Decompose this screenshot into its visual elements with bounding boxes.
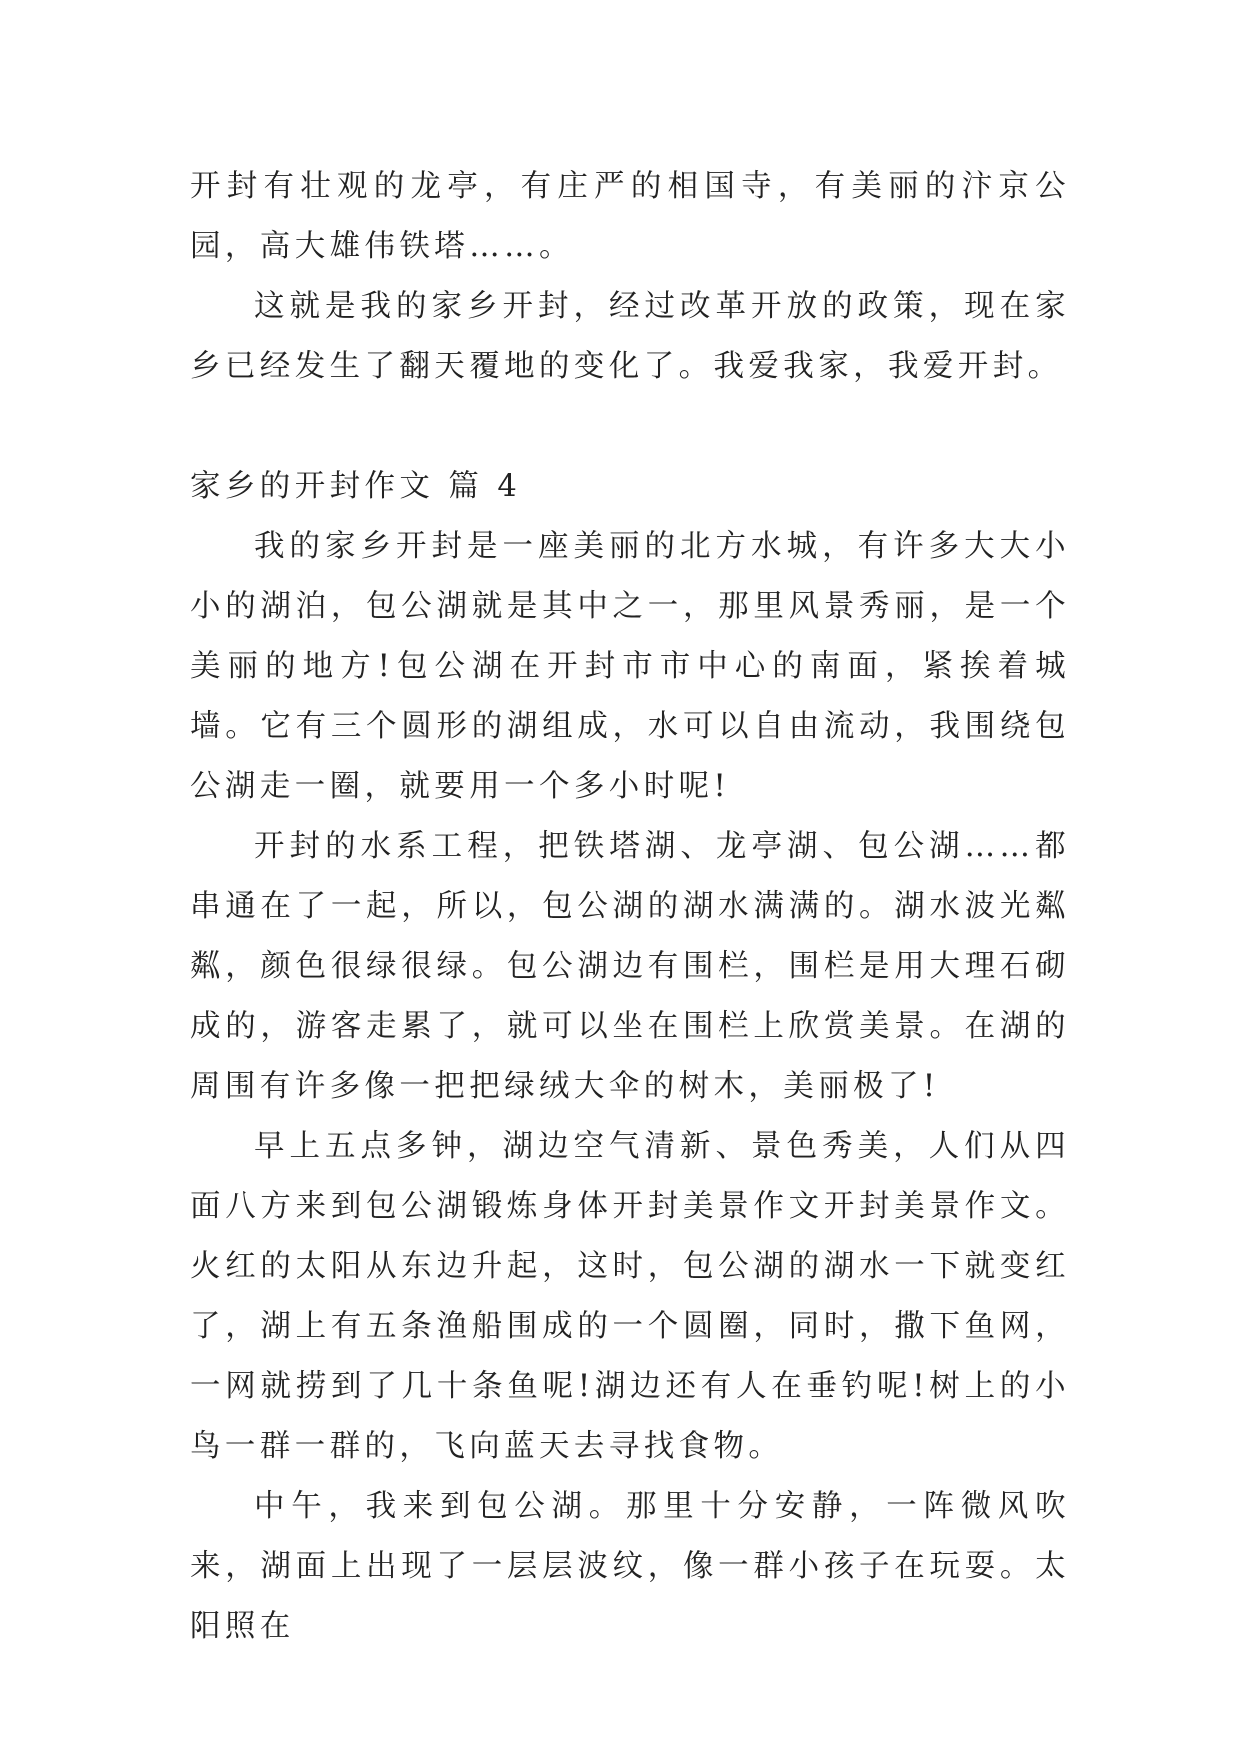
paragraph-intro-1: 开封有壮观的龙亭，有庄严的相国寺，有美丽的汴京公园，高大雄伟铁塔……。 [190, 169, 1070, 264]
section-title: 家乡的开封作文 篇 4 [190, 469, 522, 504]
paragraph-section-1: 我的家乡开封是一座美丽的北方水城，有许多大大小小的湖泊，包公湖就是其中之一，那里风景秀丽，是一个美丽的地方!包公湖在开封市市中心的南面，紧挨着城墙。它有三个圆形的湖组成，水可以自由流动，我围绕包公湖走一圈，就要用一个多小时呢! [190, 529, 1070, 804]
document-body [190, 157, 1070, 1657]
paragraph-section-3: 早上五点多钟，湖边空气清新、景色秀美，人们从四面八方来到包公湖锻炼身体开封美景作文开封美景作文。火红的太阳从东边升起，这时，包公湖的湖水一下就变红了，湖上有五条渔船围成的一个圆圈，同时，撒下鱼网，一网就捞到了几十条鱼呢!湖边还有人在垂钓呢!树上的小鸟一群一群的，飞向蓝天去寻找食物。 [190, 1129, 1070, 1464]
section-gap [190, 397, 1070, 457]
paragraph-section-4: 中午，我来到包公湖。那里十分安静，一阵微风吹来，湖面上出现了一层层波纹，像一群小孩子在玩耍。太阳照在 [190, 1489, 1070, 1644]
paragraph-section-2: 开封的水系工程，把铁塔湖、龙亭湖、包公湖……都串通在了一起，所以，包公湖的湖水满满的。湖水波光粼粼，颜色很绿很绿。包公湖边有围栏，围栏是用大理石砌成的，游客走累了，就可以坐在围栏上欣赏美景。在湖的周围有许多像一把把绿绒大伞的树木，美丽极了! [190, 829, 1070, 1104]
paragraph-intro-2: 这就是我的家乡开封，经过改革开放的政策，现在家乡已经发生了翻天覆地的变化了。我爱我家，我爱开封。 [190, 289, 1070, 384]
